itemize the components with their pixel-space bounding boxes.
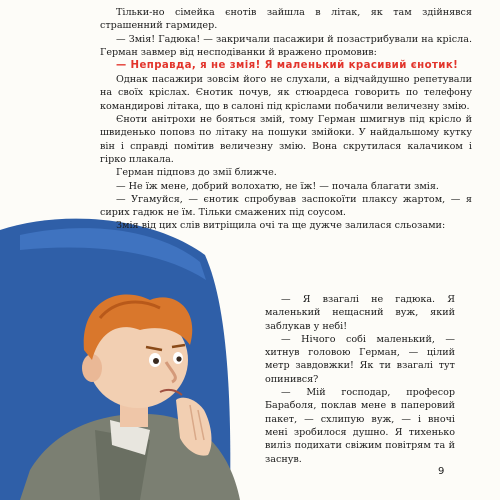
paragraph: Змія від цих слів витріщила очі та ще дужче залилася сльозами:	[116, 220, 446, 232]
paragraph: — Угамуйся, — єнотик спробував заспокоїти плаксу жартом, — я сирих гадюк не їм. Тільки смажених під соусом.	[100, 193, 472, 219]
page-number: 9	[438, 466, 445, 477]
paragraph: — Не їж мене, добрий волохатю, не їж! — почала благати змія.	[116, 180, 439, 192]
paragraph: — Я взагалі не гадюка. Я маленький нещасний вуж, який заблукав у небі!	[265, 294, 455, 332]
paragraph-shout: — Змія! Гадюка! — закричали пасажири й позастрибували на крісла. Герман завмер від несподіванки й вражено промовив:	[100, 33, 472, 58]
paragraph-shout: — Неправда, я не змія! Я маленький красивий єнотик!	[116, 60, 459, 72]
paragraph: Тільки-но сімейка єнотів зайшла в літак, як там здійнявся страшенний гармидер.	[100, 7, 472, 32]
paragraph: Герман підповз до змії ближче.	[116, 167, 277, 179]
story-text	[100, 6, 472, 233]
paragraph: Єноти анітрохи не бояться змій, тому Герман шмигнув під крісло й швиденько поповз по літаку на пошуки змійоки. У найдальшому кутку він і справді помітив величезну змію. Вона скрутилася калачиком і гірко плакала.	[100, 114, 472, 165]
paragraph: Однак пасажири зовсім його не слухали, а відчайдушно репетували на своїх кріслах. Єнотик почув, як стюардеса говорить по телефону командирові літака, що в салоні під кріслами побачили величезну змію.	[100, 74, 472, 112]
dialogue-column	[265, 293, 455, 466]
paragraph: — Мій господар, професор Бараболя, поклав мене в паперовий пакет, — схлипую вуж, — і вночі мені зробилося душно. Я тихенько виліз подихати свіжим повітрям та й заснув.	[265, 387, 455, 465]
paragraph: — Нічого собі маленький, — хитнув головою Герман, — цілий метр завдовжки! Як ти взагалі тут опинився?	[265, 333, 455, 385]
